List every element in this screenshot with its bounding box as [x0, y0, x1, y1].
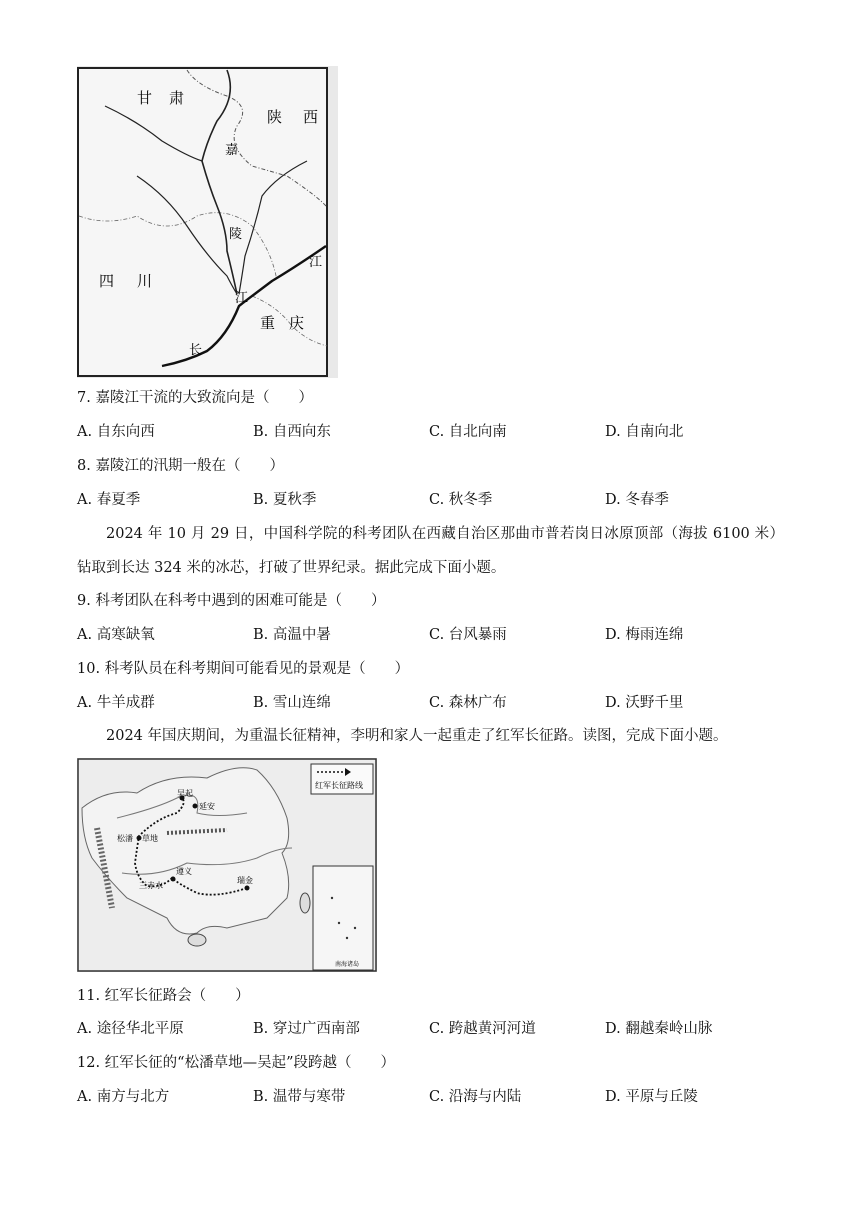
question-9-stem: 9. 科考团队在科考中遇到的困难可能是（ ） — [77, 593, 386, 609]
label-chongqing-1: 重 — [260, 314, 276, 332]
passage-ice-core: 2024 年 10 月 29 日，中国科学院的科考团队在西藏自治区那曲市普若岗日冰原顶部（海拔 6100 米）钻取到长达 324 米的冰芯，打破了世界纪录。据此完成下面小题。 — [77, 526, 784, 576]
label-shaanxi-1: 陕 — [267, 108, 283, 126]
label-caodi: 草地 — [142, 834, 158, 843]
question-11-options — [77, 1019, 777, 1039]
legend-label: 红军长征路线 — [315, 781, 363, 790]
label-sichuan-2: 川 — [137, 272, 153, 290]
question-11-stem: 11. 红军长征路会（ ） — [77, 988, 250, 1004]
option-c[interactable]: C. 自北向南 — [429, 424, 507, 440]
option-c[interactable]: C. 台风暴雨 — [429, 627, 507, 643]
option-d[interactable]: D. 沃野千里 — [605, 695, 684, 711]
option-c[interactable]: C. 沿海与内陆 — [429, 1089, 522, 1105]
option-b[interactable]: B. 自西向东 — [253, 424, 331, 440]
inset-island-dot — [338, 922, 340, 924]
label-zunyi: 遵义 — [176, 867, 192, 876]
label-ruijin: 瑞金 — [237, 876, 253, 885]
option-b[interactable]: B. 温带与寒带 — [253, 1089, 346, 1105]
option-d[interactable]: D. 冬春季 — [605, 492, 669, 508]
option-a[interactable]: A. 自东向西 — [77, 424, 155, 440]
marker-zunyi — [171, 877, 176, 882]
question-7-options — [77, 422, 777, 442]
label-sichuan-1: 四 — [99, 272, 115, 290]
option-b[interactable]: B. 夏秋季 — [253, 492, 317, 508]
option-c[interactable]: C. 秋冬季 — [429, 492, 493, 508]
question-8-options — [77, 490, 777, 510]
label-river-2: 陵 — [229, 227, 243, 242]
option-d[interactable]: D. 翻越秦岭山脉 — [605, 1021, 713, 1037]
long-march-map — [77, 758, 377, 972]
question-8-stem: 8. 嘉陵江的汛期一般在（ ） — [77, 458, 284, 474]
question-10-stem: 10. 科考队员在科考期间可能看见的景观是（ ） — [77, 661, 410, 677]
option-a[interactable]: A. 牛羊成群 — [77, 695, 155, 711]
island-hainan — [188, 934, 206, 946]
option-a[interactable]: A. 高寒缺氧 — [77, 627, 155, 643]
option-b[interactable]: B. 雪山连绵 — [253, 695, 331, 711]
inset-box — [313, 866, 373, 970]
island-taiwan — [300, 893, 310, 913]
label-chongqing-2: 庆 — [289, 314, 305, 332]
option-c[interactable]: C. 跨越黄河河道 — [429, 1021, 536, 1037]
question-9-options — [77, 625, 777, 645]
option-a[interactable]: A. 春夏季 — [77, 492, 141, 508]
inset-island-dot — [346, 937, 348, 939]
question-10-options — [77, 693, 777, 713]
question-12-stem: 12. 红军长征的“松潘草地—吴起”段跨越（ ） — [77, 1055, 395, 1071]
option-d[interactable]: D. 自南向北 — [605, 424, 684, 440]
option-b[interactable]: B. 高温中暑 — [253, 627, 331, 643]
inset-island-dot — [331, 897, 333, 899]
label-wuqi: 吴起 — [177, 789, 193, 798]
marker-yanan — [193, 804, 198, 809]
option-a[interactable]: A. 南方与北方 — [77, 1089, 170, 1105]
jialing-river-map — [77, 66, 338, 378]
marker-songpan — [137, 836, 142, 841]
option-d[interactable]: D. 平原与丘陵 — [605, 1089, 698, 1105]
option-b[interactable]: B. 穿过广西南部 — [253, 1021, 360, 1037]
passage-long-march: 2024 年国庆期间，为重温长征精神，李明和家人一起重走了红军长征路。读图，完成下面小题。 — [106, 728, 728, 744]
label-gansu-1: 甘 — [137, 89, 153, 107]
inset-island-dot — [354, 927, 356, 929]
marker-ruijin — [245, 886, 250, 891]
label-gansu-2: 肃 — [169, 89, 185, 107]
label-chishui: 三赤水 — [139, 881, 163, 890]
option-c[interactable]: C. 森林广布 — [429, 695, 507, 711]
label-river-3: 江 — [235, 291, 249, 306]
inset-label: 南海诸岛 — [335, 961, 360, 968]
label-yanan: 延安 — [199, 802, 215, 811]
option-d[interactable]: D. 梅雨连绵 — [605, 627, 684, 643]
question-7-stem: 7. 嘉陵江干流的大致流向是（ ） — [77, 390, 313, 406]
question-12-options — [77, 1087, 777, 1107]
label-yangtze-2: 江 — [309, 255, 323, 270]
option-a[interactable]: A. 途径华北平原 — [77, 1021, 184, 1037]
label-river-1: 嘉 — [225, 143, 239, 158]
label-shaanxi-2: 西 — [303, 108, 319, 126]
label-songpan: 松潘 — [117, 834, 133, 843]
label-yangtze-1: 长 — [189, 343, 203, 358]
